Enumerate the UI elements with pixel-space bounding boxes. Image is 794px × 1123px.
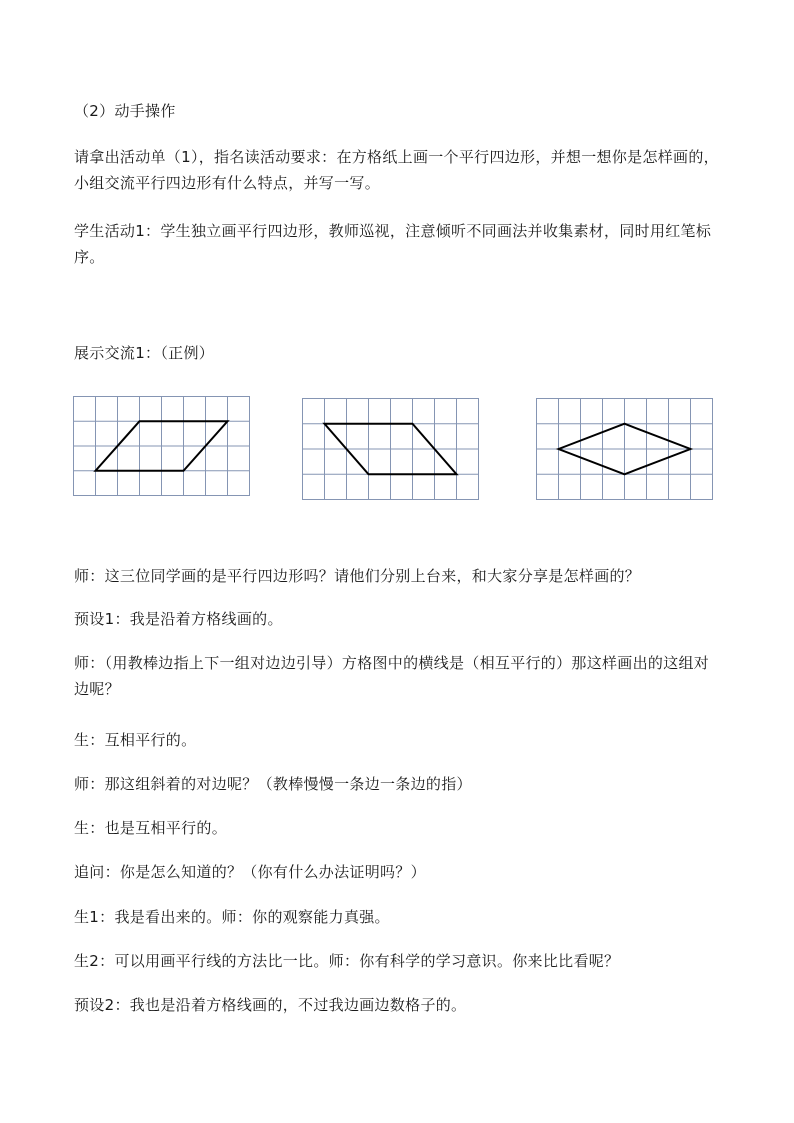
paragraph-student-answer-2: 生：也是互相平行的。 bbox=[74, 819, 228, 837]
parallelogram-figure-1 bbox=[73, 396, 250, 496]
paragraph-preset-2: 预设2：我也是沿着方格线画的，不过我边画边数格子的。 bbox=[74, 996, 467, 1014]
grid-figure-2 bbox=[302, 398, 479, 500]
section-title: （2）动手操作 bbox=[74, 102, 176, 120]
paragraph-teacher-question: 师：这三位同学画的是平行四边形吗？请他们分别上台来，和大家分享是怎样画的？ bbox=[74, 567, 641, 585]
paragraph-student-1: 生1：我是看出来的。师：你的观察能力真强。 bbox=[74, 908, 390, 926]
paragraph-probe-question: 追问：你是怎么知道的？（你有什么办法证明吗？） bbox=[74, 863, 426, 881]
paragraph-student-answer-1: 生：互相平行的。 bbox=[74, 731, 197, 749]
paragraph-student-2: 生2：可以用画平行线的方法比一比。师：你有科学的学习意识。你来比比看呢？ bbox=[74, 952, 620, 970]
paragraph-student-activity: 学生活动1：学生独立画平行四边形，教师巡视，注意倾听不同画法并收集素材，同时用红笔标序。 bbox=[74, 222, 712, 266]
grid-figure-1 bbox=[73, 396, 250, 496]
paragraph-showcase-heading: 展示交流1：（正例） bbox=[74, 344, 215, 362]
rhombus-figure-3 bbox=[536, 398, 713, 500]
paragraph-activity-request: 请拿出活动单（1），指名读活动要求：在方格纸上画一个平行四边形，并想一想你是怎样画的，小组交流平行四边形有什么特点，并写一写。 bbox=[74, 148, 719, 192]
paragraph-teacher-followup: 师：那这组斜着的对边呢？（教棒慢慢一条边一条边的指） bbox=[74, 775, 472, 793]
paragraph-teacher-guide: 师：（用教棒边指上下一组对边边引导）方格图中的横线是（相互平行的）那这样画出的这组对边呢？ bbox=[74, 654, 710, 698]
paragraph-preset-1: 预设1：我是沿着方格线画的。 bbox=[74, 610, 283, 628]
grid-figure-3 bbox=[536, 398, 713, 500]
parallelogram-figure-2 bbox=[302, 398, 479, 500]
